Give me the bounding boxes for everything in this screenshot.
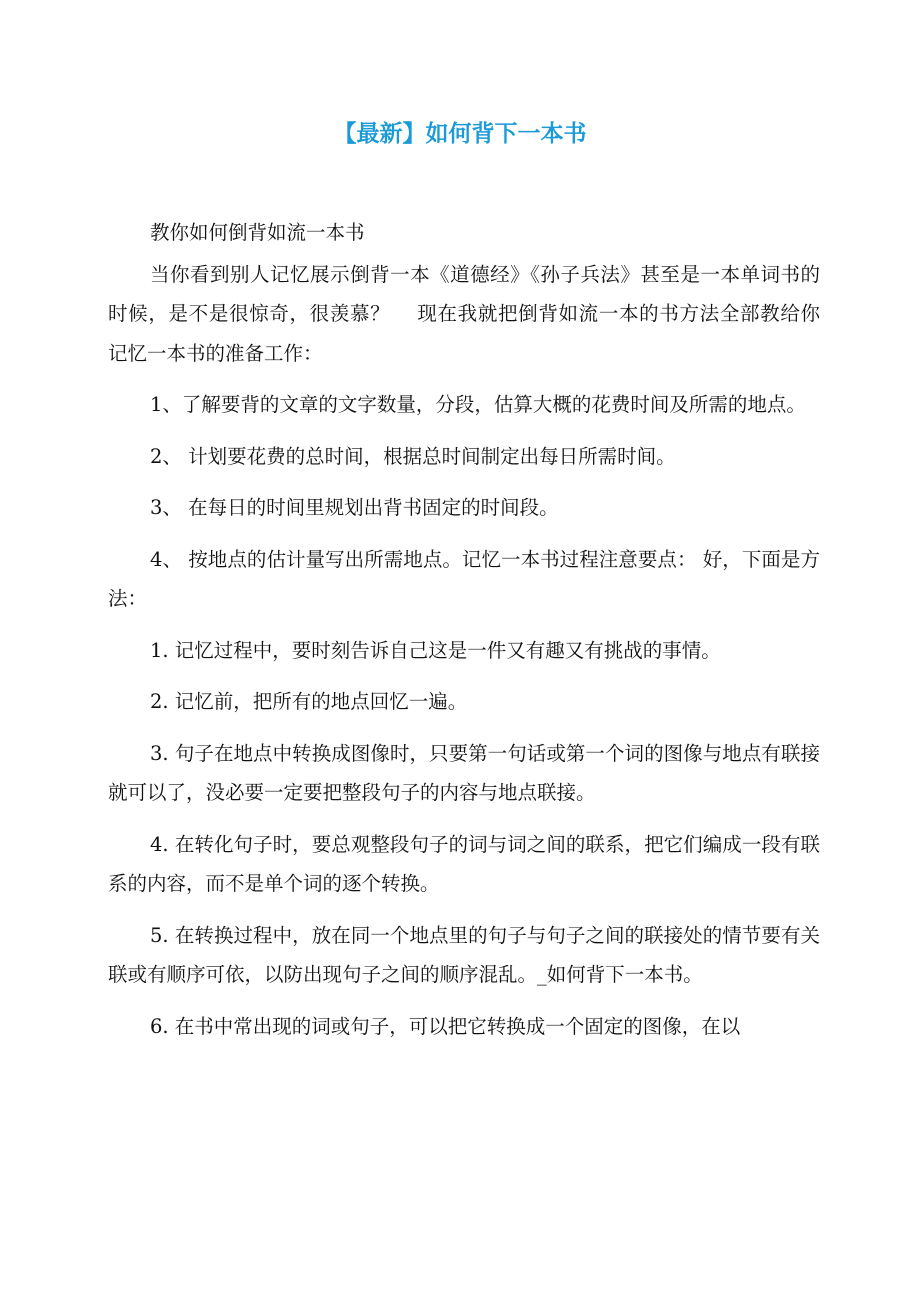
- document-title: 【最新】如何背下一本书: [333, 120, 587, 147]
- paragraph: 2. 记忆前，把所有的地点回忆一遍。: [150, 690, 468, 713]
- paragraph: 3、 在每日的时间里规划出背书固定的时间段。: [150, 496, 559, 519]
- document-body: [108, 213, 820, 1058]
- paragraph: 3. 句子在地点中转换成图像时，只要第一句话或第一个词的图像与地点有联接就可以了，没必要一定要把整段句子的内容与地点联接。: [108, 741, 820, 804]
- paragraph: 1. 记忆过程中，要时刻告诉自己这是一件又有趣又有挑战的事情。: [150, 638, 721, 662]
- paragraph: 4、 按地点的估计量写出所需地点。记忆一本书过程注意要点： 好，下面是方法：: [108, 547, 820, 610]
- paragraph: 2、 计划要花费的总时间，根据总时间制定出每日所需时间。: [150, 444, 676, 468]
- paragraph: 1、了解要背的文章的文字数量，分段，估算大概的花费时间及所需的地点。: [150, 393, 806, 416]
- paragraph: 教你如何倒背如流一本书: [150, 221, 365, 244]
- paragraph: 6. 在书中常出现的词或句子，可以把它转换成一个固定的图像，在以: [150, 1014, 741, 1038]
- paragraph: 4. 在转化句子时，要总观整段句子的词与词之间的联系，把它们编成一段有联系的内容，而不是单个词的逐个转换。: [108, 832, 820, 895]
- paragraph: 5. 在转换过程中，放在同一个地点里的句子与句子之间的联接处的情节要有关联或有顺序可依，以防出现句子之间的顺序混乱。_如何背下一本书。: [108, 923, 820, 986]
- paragraph: 当你看到别人记忆展示倒背一本《道德经》《孙子兵法》甚至是一本单词书的时候，是不是很惊奇，很羡慕？ 现在我就把倒背如流一本的书方法全部教给你 记忆一本书的准备工作：: [108, 262, 820, 365]
